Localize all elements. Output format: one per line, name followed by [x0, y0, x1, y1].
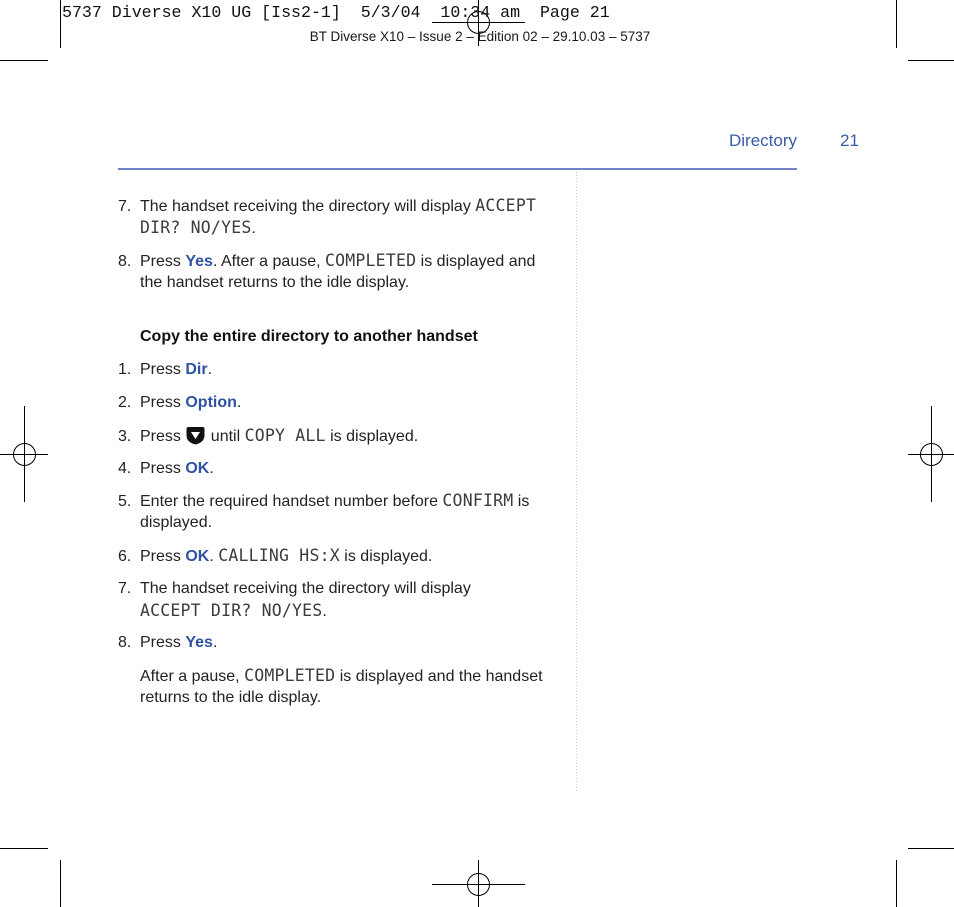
step-text: Press [140, 361, 186, 378]
intro-step-7 [118, 195, 536, 217]
step-text: displayed. [140, 514, 213, 531]
copy-step-1 [118, 359, 212, 381]
key-name-yes: Yes [185, 253, 213, 270]
step-text: Press [140, 548, 186, 565]
print-slug: 5737 Diverse X10 UG [Iss2-1] 5/3/04 10:34 am Page 21 [62, 3, 610, 22]
display-text: CALLING HS:X [218, 546, 340, 565]
step-number: 1. [118, 361, 132, 378]
crop-mark-top-right [897, 0, 954, 61]
step-text: After a pause, [140, 668, 245, 685]
step-text: . [236, 394, 242, 411]
step-text: is [513, 493, 530, 510]
step-text: Press [140, 428, 186, 445]
intro-step-7-continued [140, 217, 256, 239]
step-text: Press [140, 253, 186, 270]
copy-step-8-note-continued [140, 687, 321, 709]
step-number: 3. [118, 428, 132, 445]
registration-mark-right [908, 406, 954, 502]
intro-step-8 [118, 250, 535, 272]
display-text: ACCEPT DIR? NO/YES [140, 601, 323, 620]
step-text: is displayed and the handset [335, 668, 543, 685]
copy-step-3 [118, 425, 418, 447]
step-text: . [209, 548, 219, 565]
step-text: is displayed and [416, 253, 536, 270]
copy-step-8 [118, 632, 217, 654]
step-text: Press [140, 634, 186, 651]
step-text: the handset returns to the idle display. [140, 274, 410, 291]
step-text: . [209, 460, 214, 477]
display-text: DIR? NO/YES [140, 218, 252, 237]
copy-step-6 [118, 545, 432, 567]
step-text: . [322, 603, 327, 620]
down-arrow-key-icon [186, 426, 205, 445]
copy-step-7-continued [140, 600, 327, 622]
intro-step-8-continued [140, 272, 409, 294]
display-text: CONFIRM [442, 491, 514, 510]
crop-mark-bottom-left [0, 849, 61, 907]
copy-step-5-continued [140, 512, 212, 534]
step-number: 7. [118, 198, 132, 215]
copy-step-8-note [140, 665, 543, 687]
key-name-yes: Yes [185, 634, 213, 651]
step-number: 2. [118, 394, 132, 411]
step-number: 7. [118, 580, 132, 597]
step-text: until [206, 428, 245, 445]
step-text: Enter the required handset number before [140, 493, 443, 510]
copy-step-7 [118, 578, 471, 600]
step-text: Press [140, 460, 186, 477]
edition-line: BT Diverse X10 – Issue 2 – Edition 02 – 29.10.03 – 5737 [309, 29, 651, 44]
registration-mark-left [0, 406, 48, 502]
display-text: COPY ALL [244, 426, 326, 445]
copy-step-4 [118, 458, 214, 480]
step-text: The handset receiving the directory will display [140, 580, 471, 597]
step-text: The handset receiving the directory will display [140, 198, 476, 215]
copy-step-5 [118, 490, 529, 512]
display-text: ACCEPT [475, 196, 537, 215]
step-number: 6. [118, 548, 132, 565]
display-text: COMPLETED [244, 666, 336, 685]
step-text: Press [140, 394, 186, 411]
step-text: . [207, 361, 213, 378]
copy-step-2 [118, 392, 241, 414]
step-number: 4. [118, 460, 132, 477]
key-name-option: Option [185, 394, 237, 411]
crop-mark-top-left [0, 0, 61, 61]
display-text: COMPLETED [325, 251, 417, 270]
step-text: . [212, 634, 218, 651]
step-text: . [251, 220, 256, 237]
key-name-ok: OK [185, 460, 210, 477]
step-text: . After a pause, [212, 253, 326, 270]
key-name-dir: Dir [185, 361, 208, 378]
crop-mark-bottom-right [897, 849, 954, 907]
step-text: returns to the idle display. [140, 689, 322, 706]
page-number: 21 [840, 131, 859, 150]
step-text: is displayed. [325, 428, 419, 445]
step-text: is displayed. [339, 548, 433, 565]
step-number: 8. [118, 253, 132, 270]
step-number: 5. [118, 493, 132, 510]
header-rule [118, 168, 797, 170]
section-title: Directory [729, 131, 798, 150]
registration-mark-bottom [432, 860, 525, 907]
section-heading: Copy the entire directory to another handset [140, 328, 478, 345]
step-number: 8. [118, 634, 132, 651]
key-name-ok: OK [185, 548, 210, 565]
